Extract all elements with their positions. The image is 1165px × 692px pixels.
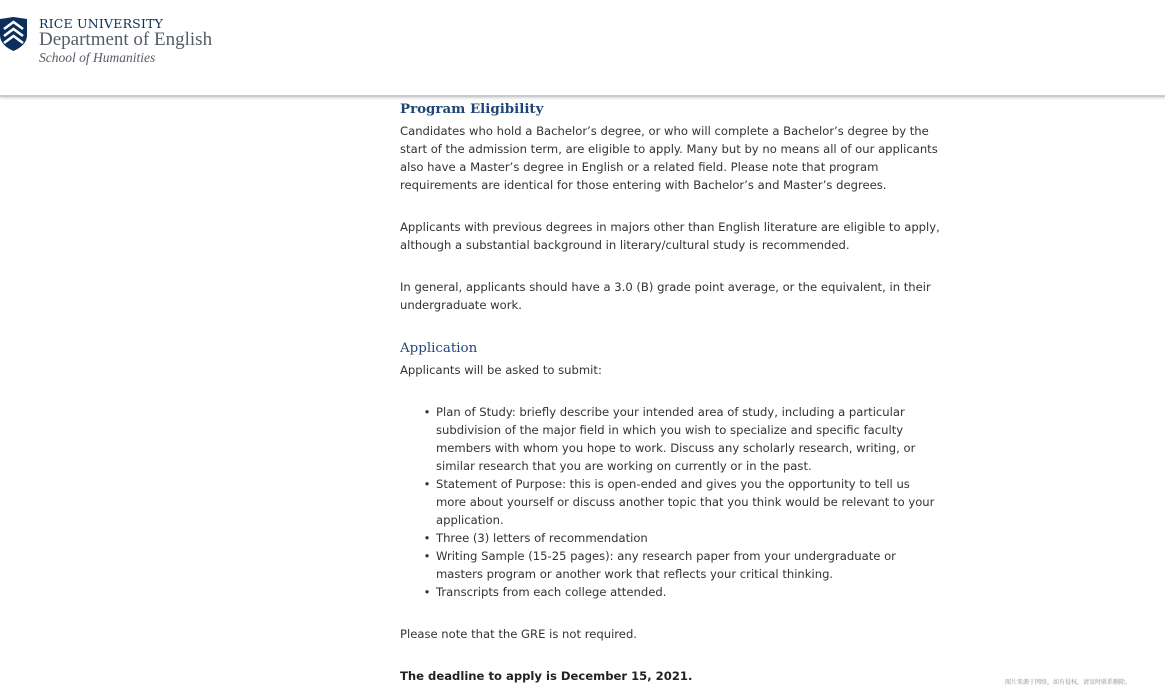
school-name: School of Humanities bbox=[39, 50, 156, 65]
list-item bbox=[423, 583, 940, 601]
bullet-icon: • bbox=[423, 549, 431, 563]
application-deadline: The deadline to apply is December 15, 2021. bbox=[400, 669, 693, 683]
application-intro: Applicants will be asked to submit: bbox=[400, 363, 602, 377]
gre-note: Please note that the GRE is not required. bbox=[400, 627, 637, 641]
bullet-icon: • bbox=[423, 477, 431, 491]
bullet-icon: • bbox=[423, 531, 431, 545]
bullet-icon: • bbox=[423, 585, 431, 599]
requirement-statement-of-purpose: Statement of Purpose: this is open-ended and gives you the opportunity to tell us more about yourself or discuss another topic that you think would be relevant to your application. bbox=[436, 477, 935, 527]
eligibility-paragraph-3: In general, applicants should have a 3.0 (B) grade point average, or the equivalent, in their undergraduate work. bbox=[400, 280, 931, 312]
requirement-recommendations: Three (3) letters of recommendation bbox=[436, 531, 648, 545]
main-content bbox=[400, 101, 940, 685]
list-item bbox=[423, 475, 940, 529]
requirement-transcripts: Transcripts from each college attended. bbox=[436, 585, 667, 599]
image-source-watermark: 图片来源于网络，如有侵权，请及时联系删除。 bbox=[1005, 679, 1132, 686]
requirement-plan-of-study: Plan of Study: briefly describe your intended area of study, including a particular subdivision of the major field in which you wish to specialize and specific faculty members with whom you hope to work. Discuss any scholarly research, writing, or similar research that you are working on currently or in the past. bbox=[436, 405, 916, 473]
department-name: Department of English bbox=[39, 29, 213, 50]
list-item bbox=[423, 403, 940, 475]
eligibility-heading: Program Eligibility bbox=[400, 101, 544, 117]
application-heading: Application bbox=[400, 341, 478, 356]
site-header bbox=[0, 0, 1165, 97]
university-name: RICE UNIVERSITY bbox=[39, 16, 164, 31]
rice-shield-icon bbox=[0, 17, 27, 51]
eligibility-paragraph-1: Candidates who hold a Bachelor’s degree, or who will complete a Bachelor’s degree by the start of the admission term, are eligible to apply. Many but by no means all of our applicants also have a Master’s degree in English or a related field. Please note that program requirements are identical for those entering with Bachelor’s and Master’s degrees. bbox=[400, 124, 938, 192]
requirement-writing-sample: Writing Sample (15-25 pages): any research paper from your undergraduate or masters program or another work that reflects your critical thinking. bbox=[436, 549, 896, 581]
home-logo-link[interactable] bbox=[0, 14, 230, 70]
list-item bbox=[423, 529, 940, 547]
list-item bbox=[423, 547, 940, 583]
requirements-list bbox=[400, 403, 940, 601]
eligibility-paragraph-2: Applicants with previous degrees in majors other than English literature are eligible to apply, although a substantial background in literary/cultural study is recommended. bbox=[400, 220, 940, 252]
bullet-icon: • bbox=[423, 405, 431, 419]
